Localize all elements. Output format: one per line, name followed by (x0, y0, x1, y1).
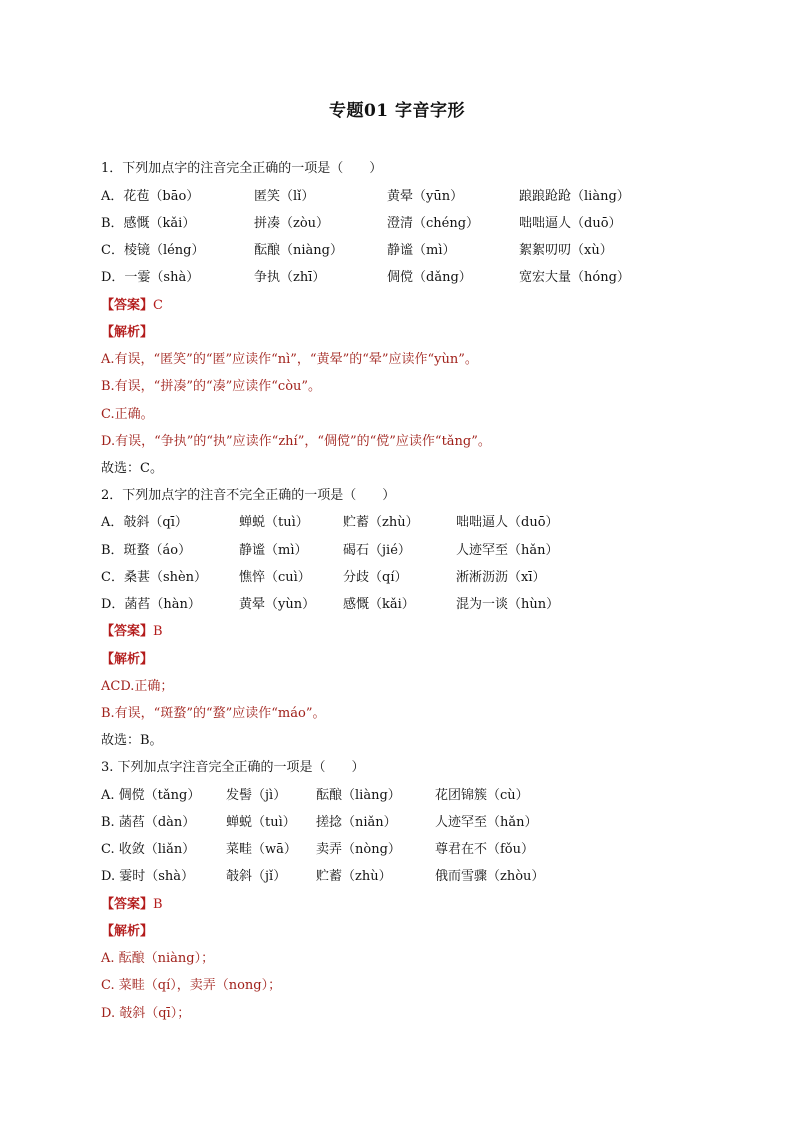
q1-option-d-2: 争执（zhī） (254, 270, 326, 285)
answer-label: 【答案】 (101, 897, 154, 912)
answer-label: 【答案】 (101, 624, 154, 639)
answer-value: B (153, 897, 163, 912)
answer-label: 【答案】 (101, 298, 154, 313)
q3-option-a-1: A. 倜傥（tǎng） (101, 788, 201, 803)
q1-analysis-c: C.正确。 (101, 407, 154, 422)
page-title: 专题01 字音字形 (328, 101, 466, 121)
q1-option-c-3: 静谧（mì） (387, 243, 456, 258)
q3-option-d-1: D. 霎时（shà） (101, 869, 195, 884)
q3-option-a-3: 酝酿（liàng） (316, 788, 401, 803)
q2-option-a-2: 蝉蜕（tuì） (239, 515, 309, 530)
q3-option-b-4: 人迹罕至（hǎn） (435, 815, 538, 830)
q2-analysis-acd: ACD.正确； (101, 679, 174, 694)
q1-option-c-2: 酝酿（niàng） (254, 243, 343, 258)
q2-conclusion: 故选：B。 (101, 733, 163, 748)
q2-option-c-4: 淅淅沥沥（xī） (456, 570, 546, 585)
q3-option-a-2: 发髻（jì） (226, 788, 287, 803)
q3-option-d-2: 攲斜（jǐ） (226, 869, 287, 884)
q1-option-d-1: D．一霎（shà） (101, 270, 200, 285)
q3-option-b-1: B. 菡萏（dàn） (101, 815, 196, 830)
q1-option-c-4: 絮絮叨叨（xù） (519, 243, 613, 258)
q2-option-c-2: 憔悴（cuì） (239, 570, 311, 585)
question-2: 2．下列加点字的注音不完全正确的一项是（ ） (101, 488, 396, 503)
answer-value: B (153, 624, 163, 639)
q3-answer (101, 896, 163, 914)
q1-conclusion: 故选：C。 (101, 461, 163, 476)
q3-analysis-label: 【解析】 (101, 924, 154, 939)
q3-option-d-4: 俄而雪骤（zhòu） (435, 869, 545, 884)
q3-analysis-d: D. 攲斜（qī）； (101, 1006, 191, 1021)
q1-option-a-1: A．花苞（bāo） (101, 189, 200, 204)
q2-option-b-2: 静谧（mì） (239, 543, 308, 558)
q3-option-b-2: 蝉蜕（tuì） (226, 815, 296, 830)
q3-option-c-3: 卖弄（nòng） (316, 842, 401, 857)
q2-option-d-3: 感慨（kǎi） (343, 597, 415, 612)
q2-option-c-3: 分歧（qí） (343, 570, 408, 585)
q2-option-b-3: 碣石（jié） (343, 543, 411, 558)
q2-option-c-1: C．桑葚（shèn） (101, 570, 208, 585)
q2-option-b-1: B．斑蝥（áo） (101, 543, 192, 558)
answer-value: C (153, 298, 163, 313)
q2-analysis-b: B.有误，“斑蝥”的“蝥”应读作“máo”。 (101, 706, 326, 721)
q2-option-a-3: 贮蓄（zhù） (343, 515, 419, 530)
q2-option-d-2: 黄晕（yùn） (239, 597, 316, 612)
q1-analysis-a: A.有误，“匿笑”的“匿”应读作“nì”，“黄晕”的“晕”应读作“yùn”。 (101, 352, 478, 367)
q3-option-c-1: C. 收敛（liǎn） (101, 842, 196, 857)
q1-option-a-2: 匿笑（lǐ） (254, 189, 315, 204)
q2-option-d-4: 混为一谈（hùn） (456, 597, 560, 612)
q1-option-b-1: B．感慨（kǎi） (101, 216, 196, 231)
q1-option-b-3: 澄清（chéng） (387, 216, 480, 231)
q3-analysis-c: C. 菜畦（qí），卖弄（nong）； (101, 978, 282, 993)
q1-option-c-1: C．棱镜（léng） (101, 243, 205, 258)
q1-analysis-label: 【解析】 (101, 325, 154, 340)
q1-answer (101, 297, 163, 315)
q1-option-a-3: 黄晕（yūn） (387, 189, 464, 204)
q2-option-b-4: 人迹罕至（hǎn） (456, 543, 559, 558)
q2-analysis-label: 【解析】 (101, 652, 154, 667)
q3-option-c-4: 尊君在不（fǒu） (435, 842, 535, 857)
q3-analysis-a: A. 酝酿（niàng）； (101, 951, 215, 966)
q3-option-b-3: 搓捻（niǎn） (316, 815, 397, 830)
q1-option-d-4: 宽宏大量（hóng） (519, 270, 630, 285)
q2-answer (101, 623, 163, 641)
q2-option-a-4: 咄咄逼人（duō） (456, 515, 559, 530)
q1-option-b-4: 咄咄逼人（duō） (519, 216, 622, 231)
question-3: 3. 下列加点字注音完全正确的一项是（ ） (101, 760, 365, 775)
q1-analysis-d: D.有误，“争执”的“执”应读作“zhí”，“倜傥”的“傥”应读作“tǎng”。 (101, 434, 491, 449)
q3-option-a-4: 花团锦簇（cù） (435, 788, 529, 803)
q1-option-d-3: 倜傥（dǎng） (387, 270, 472, 285)
q1-option-b-2: 拼凑（zòu） (254, 216, 330, 231)
q1-analysis-b: B.有误，“拼凑”的“凑”应读作“còu”。 (101, 379, 322, 394)
question-1: 1．下列加点字的注音完全正确的一项是（ ） (101, 161, 383, 176)
q3-option-c-2: 菜畦（wā） (226, 842, 297, 857)
q2-option-d-1: D．菡萏（hàn） (101, 597, 201, 612)
q3-option-d-3: 贮蓄（zhù） (316, 869, 392, 884)
q2-option-a-1: A．攲斜（qī） (101, 515, 188, 530)
q1-option-a-4: 踉踉跄跄（liàng） (519, 189, 630, 204)
